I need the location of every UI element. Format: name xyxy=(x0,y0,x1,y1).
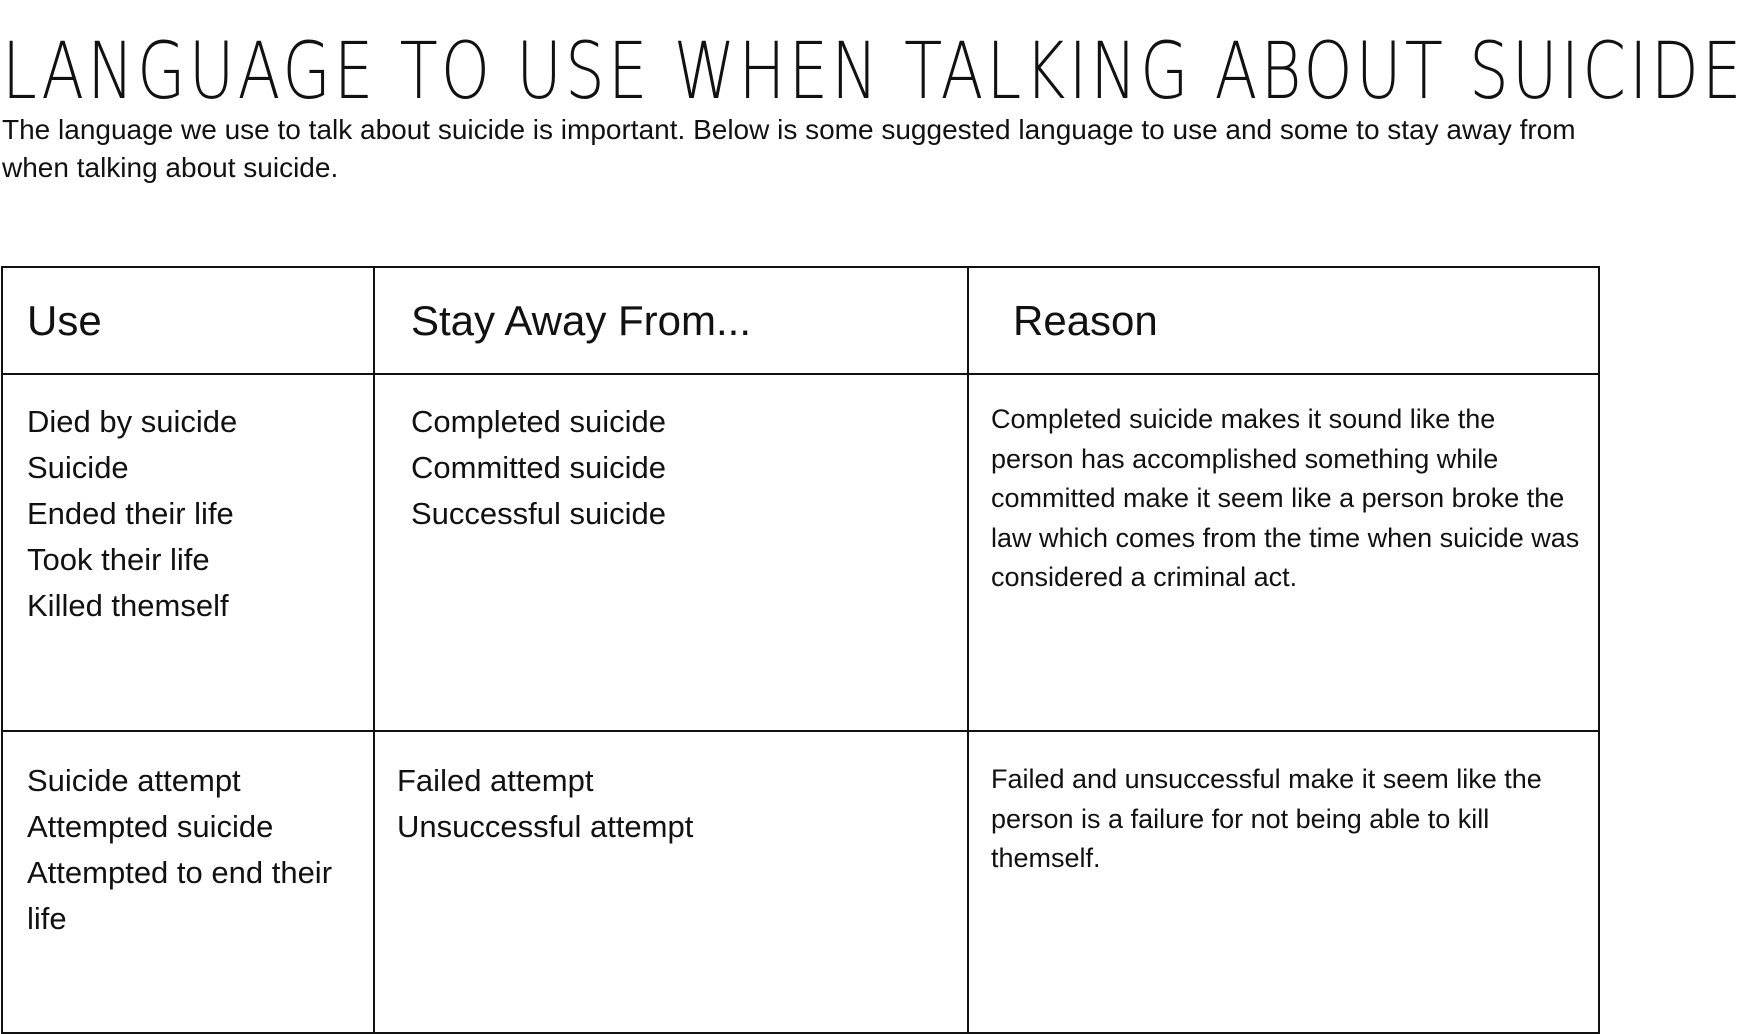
list-item: Committed suicide xyxy=(411,450,666,485)
list-item: Ended their life xyxy=(27,496,234,531)
list-item: Suicide attempt xyxy=(27,763,241,798)
table-row xyxy=(2,374,1599,731)
header-use: Use xyxy=(2,267,374,374)
language-table xyxy=(1,266,1600,1034)
table-row xyxy=(2,731,1599,1033)
list-item: Suicide xyxy=(27,450,129,485)
header-reason: Reason xyxy=(968,267,1599,374)
use-cell xyxy=(2,374,374,731)
list-item: Killed themself xyxy=(27,588,229,623)
list-item: Died by suicide xyxy=(27,404,238,439)
intro-paragraph: The language we use to talk about suicide is important. Below is some suggested language to use and some to stay away from when talking about suicide. xyxy=(2,114,1576,183)
header-stay-away-from: Stay Away From... xyxy=(374,267,968,374)
stay-away-list xyxy=(375,375,967,537)
stay-away-list xyxy=(375,732,967,850)
reason-text: Failed and unsuccessful make it seem like the person is a failure for not being able to kill themself. xyxy=(991,764,1542,873)
list-item: Attempted suicide xyxy=(27,809,274,844)
use-cell xyxy=(2,731,374,1033)
use-list xyxy=(3,375,373,629)
use-list xyxy=(3,732,373,942)
reason-cell xyxy=(968,731,1599,1033)
reason-cell xyxy=(968,374,1599,731)
stay-away-cell xyxy=(374,731,968,1033)
list-item: Attempted to end their life xyxy=(27,855,333,936)
list-item: Successful suicide xyxy=(411,496,667,531)
reason-text: Completed suicide makes it sound like the person has accomplished something while committed make it seem like a person broke the law which comes from the time when suicide was considered a criminal act. xyxy=(991,404,1580,592)
list-item: Unsuccessful attempt xyxy=(397,809,694,844)
list-item: Took their life xyxy=(27,542,210,577)
stay-away-cell xyxy=(374,374,968,731)
list-item: Completed suicide xyxy=(411,404,667,439)
list-item: Failed attempt xyxy=(397,763,594,798)
document-title: LANGUAGE TO USE WHEN TALKING ABOUT SUICIDE xyxy=(2,27,1745,118)
table-header-row xyxy=(2,267,1599,374)
